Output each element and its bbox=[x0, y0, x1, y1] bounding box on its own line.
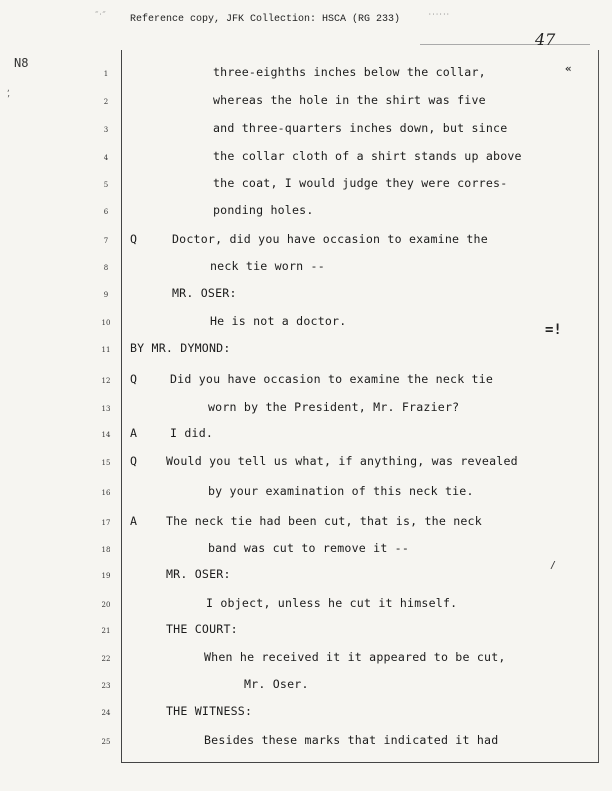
transcript-line bbox=[0, 259, 612, 279]
speaker-prefix: Q bbox=[130, 232, 137, 246]
line-number: 12 bbox=[101, 377, 111, 385]
line-number: 11 bbox=[101, 346, 111, 354]
speaker-prefix: Q bbox=[130, 454, 137, 468]
margin-mark-3: / bbox=[550, 560, 557, 571]
margin-specks: , ’ bbox=[6, 84, 11, 103]
line-text: The neck tie had been cut, that is, the neck bbox=[166, 514, 482, 528]
line-number: 9 bbox=[103, 291, 109, 299]
speaker-prefix: A bbox=[130, 514, 137, 528]
line-text: He is not a doctor. bbox=[210, 314, 347, 328]
header-rule bbox=[420, 44, 590, 45]
line-number: 18 bbox=[101, 546, 111, 554]
line-text: MR. OSER: bbox=[172, 286, 237, 300]
line-text: Besides these marks that indicated it had bbox=[204, 733, 499, 747]
transcript-line bbox=[0, 400, 612, 420]
transcript-line bbox=[0, 203, 612, 223]
line-text: THE WITNESS: bbox=[166, 704, 253, 718]
line-text: Did you have occasion to examine the neck tie bbox=[170, 372, 494, 386]
line-number: 15 bbox=[101, 459, 111, 467]
line-text: the coat, I would judge they were corres- bbox=[213, 176, 508, 190]
transcript-line bbox=[0, 650, 612, 670]
header-stamp-left: ‴·‴ bbox=[95, 11, 106, 18]
transcript-line bbox=[0, 314, 612, 334]
line-number: 5 bbox=[103, 181, 109, 189]
line-text: ponding holes. bbox=[213, 203, 314, 217]
transcript-line bbox=[0, 286, 612, 306]
line-number: 3 bbox=[103, 126, 109, 134]
transcript-line bbox=[0, 484, 612, 504]
transcript-line bbox=[0, 677, 612, 697]
line-text: BY MR. DYMOND: bbox=[130, 341, 231, 355]
line-text: band was cut to remove it -- bbox=[208, 541, 410, 555]
line-text: I did. bbox=[170, 426, 214, 440]
line-number: 24 bbox=[101, 709, 111, 717]
line-number: 10 bbox=[101, 319, 111, 327]
line-number: 20 bbox=[101, 601, 111, 609]
line-number: 23 bbox=[101, 682, 111, 690]
line-number: 21 bbox=[101, 627, 111, 635]
margin-note: N8 bbox=[14, 56, 29, 70]
line-number: 1 bbox=[103, 70, 109, 78]
transcript-line bbox=[0, 426, 612, 446]
line-text: MR. OSER: bbox=[166, 567, 231, 581]
transcript-line bbox=[0, 596, 612, 616]
line-number: 14 bbox=[101, 431, 111, 439]
transcript-line bbox=[0, 149, 612, 169]
line-number: 22 bbox=[101, 655, 111, 663]
transcript-line bbox=[0, 372, 612, 392]
line-text: neck tie worn -- bbox=[210, 259, 325, 273]
speaker-prefix: Q bbox=[130, 372, 137, 386]
line-number: 25 bbox=[101, 738, 111, 746]
line-number: 13 bbox=[101, 405, 111, 413]
header-stamp-right: ······ bbox=[428, 11, 450, 18]
line-number: 4 bbox=[103, 154, 109, 162]
margin-mark-1: « bbox=[565, 62, 572, 75]
transcript-line bbox=[0, 733, 612, 753]
line-number: 7 bbox=[103, 237, 109, 245]
transcript-line bbox=[0, 341, 612, 361]
line-text: by your examination of this neck tie. bbox=[208, 484, 474, 498]
line-text: Doctor, did you have occasion to examine the bbox=[172, 232, 488, 246]
line-text: worn by the President, Mr. Frazier? bbox=[208, 400, 460, 414]
bottom-rule bbox=[121, 762, 599, 763]
line-text: THE COURT: bbox=[166, 622, 238, 636]
transcript-line bbox=[0, 622, 612, 642]
line-text: When he received it it appeared to be cut, bbox=[204, 650, 506, 664]
transcript-line bbox=[0, 514, 612, 534]
line-number: 2 bbox=[103, 98, 109, 106]
transcript-line bbox=[0, 65, 612, 85]
transcript-line bbox=[0, 541, 612, 561]
margin-mark-2: =! bbox=[545, 322, 562, 338]
transcript-line bbox=[0, 454, 612, 474]
transcript-line bbox=[0, 232, 612, 252]
line-number: 6 bbox=[103, 208, 109, 216]
line-number: 19 bbox=[101, 572, 111, 580]
line-text: the collar cloth of a shirt stands up above bbox=[213, 149, 522, 163]
transcript-line bbox=[0, 121, 612, 141]
reference-header: Reference copy, JFK Collection: HSCA (RG 233) bbox=[130, 14, 401, 25]
line-text: whereas the hole in the shirt was five bbox=[213, 93, 486, 107]
transcript-line bbox=[0, 176, 612, 196]
transcript-line bbox=[0, 567, 612, 587]
transcript-line bbox=[0, 704, 612, 724]
line-text: Would you tell us what, if anything, was revealed bbox=[166, 454, 518, 468]
speaker-prefix: A bbox=[130, 426, 137, 440]
transcript-line bbox=[0, 93, 612, 113]
line-number: 17 bbox=[101, 519, 111, 527]
line-text: three-eighths inches below the collar, bbox=[213, 65, 486, 79]
line-text: and three-quarters inches down, but since bbox=[213, 121, 508, 135]
line-text: Mr. Oser. bbox=[244, 677, 309, 691]
line-text: I object, unless he cut it himself. bbox=[206, 596, 458, 610]
page-number: 47 bbox=[535, 30, 556, 49]
line-number: 8 bbox=[103, 264, 109, 272]
line-number: 16 bbox=[101, 489, 111, 497]
